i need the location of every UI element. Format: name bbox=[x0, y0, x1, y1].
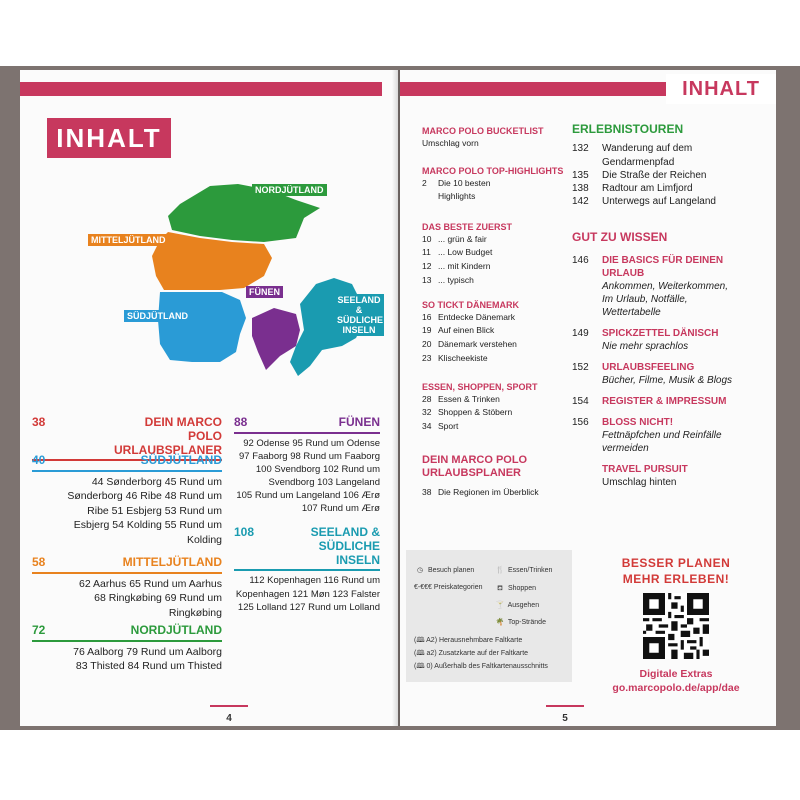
section-essen-shoppen-sport bbox=[422, 382, 572, 434]
toc-row bbox=[572, 142, 768, 155]
entry-sub: Umschlag hinten bbox=[602, 477, 677, 489]
section-number: 88 bbox=[234, 415, 248, 429]
entry-travel-pursuit bbox=[572, 463, 768, 489]
legend-text: Besuch planen bbox=[427, 567, 475, 574]
entry-title: SPICKZETTEL DÄNISCH bbox=[602, 328, 719, 340]
section-number: 58 bbox=[32, 555, 46, 569]
overview-mitteljuetland bbox=[32, 556, 222, 620]
entry-urlaubsfeeling bbox=[572, 361, 768, 387]
legend-note: (🕮 0) Außerhalb des Faltkartenausschnitts bbox=[414, 663, 548, 670]
section-number: 108 bbox=[234, 525, 255, 539]
toc-num: 20 bbox=[422, 338, 432, 349]
toc-row bbox=[422, 393, 572, 407]
promo-line: MEHR ERLEBEN! bbox=[622, 571, 730, 586]
entry-sub: Fettnäpfchen und Reinfälle bbox=[602, 430, 722, 442]
overview-line: Svendborg 103 Langeland bbox=[268, 477, 380, 489]
label-seeland: SEELAND & SÜDLICHE INSELN bbox=[334, 294, 384, 336]
section-title: URLAUBSPLANER bbox=[422, 467, 521, 480]
toc-text: Unterwegs auf Langeland bbox=[602, 196, 716, 208]
toc-num: 138 bbox=[572, 182, 589, 194]
toc-num: 149 bbox=[572, 328, 589, 340]
entry-sub: vermeiden bbox=[602, 443, 649, 455]
overview-line: Ringkøbing bbox=[168, 606, 222, 619]
overview-line: 105 Rund um Langeland 106 Ærø bbox=[236, 490, 380, 502]
legend-besuch bbox=[414, 566, 474, 574]
toc-text: Dänemark verstehen bbox=[438, 338, 517, 349]
entry-body bbox=[602, 395, 768, 408]
toc-row bbox=[572, 182, 768, 195]
overview-line: 44 Sønderborg 45 Rund um bbox=[91, 475, 222, 488]
entry-body bbox=[602, 254, 768, 319]
overview-fuenen bbox=[234, 416, 380, 515]
toc-text: ... typisch bbox=[438, 274, 474, 285]
section-title: DEIN MARCO POLO bbox=[422, 454, 528, 466]
overview-line: 112 Kopenhagen 116 Rund um bbox=[249, 575, 380, 587]
toc-row bbox=[422, 260, 572, 274]
toc-num: 11 bbox=[422, 247, 431, 258]
legend-text: Top-Strände bbox=[507, 619, 546, 626]
toc-num: 12 bbox=[422, 260, 432, 271]
toc-text: Essen & Trinken bbox=[438, 393, 500, 404]
toc-num: 16 bbox=[422, 311, 432, 322]
toc-text: Die Regionen im Überblick bbox=[438, 487, 539, 498]
legend-essen bbox=[494, 566, 552, 574]
toc-num: 156 bbox=[572, 417, 589, 429]
cocktail-glass-icon: 🍸 bbox=[495, 602, 505, 609]
symbol-legend bbox=[406, 550, 572, 682]
toc-row bbox=[422, 406, 572, 420]
section-name: NORDJÜTLAND bbox=[130, 623, 222, 637]
overview-nordjuetland-head bbox=[32, 624, 222, 642]
toc-num: 28 bbox=[422, 393, 432, 404]
legend-text: Essen/Trinken bbox=[507, 567, 553, 574]
toc-text: Sport bbox=[438, 420, 459, 431]
section-name: FÜNEN bbox=[338, 415, 380, 429]
overview-line: Kopenhagen 121 Møn 123 Falster bbox=[235, 588, 380, 600]
toc-text: Die Straße der Reichen bbox=[602, 169, 707, 181]
denmark-region-map bbox=[60, 180, 384, 400]
page-number-left: 4 bbox=[204, 705, 254, 724]
toc-num: 135 bbox=[572, 169, 589, 181]
toc-row bbox=[422, 352, 572, 366]
section-top-highlights bbox=[422, 166, 572, 204]
toc-num: 32 bbox=[422, 407, 432, 418]
section-number: 72 bbox=[32, 623, 46, 637]
toc-num: 132 bbox=[572, 143, 589, 155]
entry-title: REGISTER & IMPRESSUM bbox=[602, 396, 727, 408]
toc-text: ... Low Budget bbox=[438, 247, 493, 258]
overview-seeland-head bbox=[234, 526, 380, 571]
entry-sub: Nie mehr sprachlos bbox=[602, 341, 689, 353]
left-page bbox=[20, 70, 398, 726]
legend-symbol: €-€€€ bbox=[414, 584, 432, 591]
legend-straende bbox=[494, 618, 546, 626]
fork-knife-icon: 🍴 bbox=[495, 567, 505, 574]
legend-ausgehen bbox=[494, 601, 539, 609]
legend-text: Shoppen bbox=[507, 585, 536, 592]
toc-num: 19 bbox=[422, 325, 432, 336]
entry-title: TRAVEL PURSUIT bbox=[602, 464, 688, 476]
section-gut-zu-wissen bbox=[572, 230, 768, 489]
toc-row bbox=[572, 169, 768, 182]
right-page bbox=[400, 70, 776, 726]
toc-num: 154 bbox=[572, 396, 589, 408]
toc-num: 10 bbox=[422, 233, 432, 244]
overview-nordjuetland bbox=[32, 624, 222, 674]
overview-seeland bbox=[234, 526, 380, 614]
toc-num: 2 bbox=[422, 177, 427, 188]
top-red-bar bbox=[20, 82, 382, 96]
section-das-beste bbox=[422, 222, 572, 287]
toc-row bbox=[422, 190, 572, 204]
overview-line: 83 Thisted 84 Rund um Thisted bbox=[75, 660, 222, 673]
promo-digital: Digitale Extras bbox=[639, 668, 713, 681]
toc-text: Klischeekiste bbox=[438, 352, 488, 363]
toc-num: 34 bbox=[422, 420, 432, 431]
section-name: DEIN MARCO POLO URLAUBSPLANER bbox=[114, 415, 222, 457]
section-so-tickt bbox=[422, 300, 572, 365]
page-number-right: 5 bbox=[540, 705, 590, 724]
erlebnistouren-list bbox=[572, 142, 768, 208]
toc-row bbox=[422, 486, 572, 500]
toc-row bbox=[572, 195, 768, 208]
toc-row bbox=[422, 324, 572, 338]
entry-sub: Im Urlaub, Notfälle, bbox=[602, 294, 688, 306]
palm-tree-icon: 🌴 bbox=[495, 619, 505, 626]
legend-note: (🕮 a2) Zusatzkarte auf der Faltkarte bbox=[414, 650, 529, 657]
section-name: MITTELJÜTLAND bbox=[122, 555, 222, 569]
overview-line: Sønderborg 46 Ribe 48 Rund um bbox=[67, 490, 222, 503]
toc-text: ... mit Kindern bbox=[438, 260, 491, 271]
overview-mitteljuetland-head bbox=[32, 556, 222, 574]
toc-text: ... grün & fair bbox=[438, 233, 487, 244]
section-erlebnistouren bbox=[572, 122, 768, 208]
toc-num bbox=[422, 190, 438, 204]
qr-code-icon[interactable] bbox=[643, 593, 709, 659]
section-title: GUT ZU WISSEN bbox=[572, 230, 668, 244]
toc-text: Auf einen Blick bbox=[438, 325, 495, 336]
section-title: SO TICKT DÄNEMARK bbox=[422, 300, 519, 310]
section-title: MARCO POLO BUCKETLIST bbox=[422, 126, 544, 136]
overview-line: 76 Aalborg 79 Rund um Aalborg bbox=[73, 645, 222, 658]
map-svg bbox=[60, 180, 380, 400]
section-title: ERLEBNISTOUREN bbox=[572, 122, 684, 136]
toc-num: 146 bbox=[572, 255, 589, 267]
inhalt-tab: INHALT bbox=[666, 74, 776, 104]
toc-text: Die 10 besten bbox=[438, 177, 491, 188]
toc-row bbox=[422, 338, 572, 352]
entry-title: URLAUBSFEELING bbox=[602, 362, 695, 374]
section-title: DAS BESTE ZUERST bbox=[422, 222, 513, 232]
entry-register bbox=[572, 395, 768, 408]
overview-line: 107 Rund um Ærø bbox=[301, 503, 380, 515]
digital-extras-promo bbox=[588, 556, 764, 695]
shopping-basket-icon: ⛾ bbox=[497, 585, 503, 592]
legend-text: Ausgehen bbox=[507, 602, 540, 609]
section-title: MARCO POLO TOP-HIGHLIGHTS bbox=[422, 166, 564, 176]
overview-line: 100 Svendborg 102 Rund um bbox=[255, 464, 380, 476]
legend-shoppen bbox=[494, 584, 536, 593]
toc-num: 152 bbox=[572, 362, 589, 374]
entry-title: BLOSS NICHT! bbox=[602, 417, 674, 429]
inhalt-badge: INHALT bbox=[47, 118, 171, 158]
promo-line: BESSER PLANEN bbox=[621, 556, 731, 570]
toc-row bbox=[422, 420, 572, 434]
legend-preis bbox=[414, 584, 483, 591]
section-urlaubsplaner bbox=[422, 454, 572, 500]
toc-text: Entdecke Dänemark bbox=[438, 311, 516, 322]
toc-text: Gendarmenpfad bbox=[602, 156, 675, 168]
section-title: ESSEN, SHOPPEN, SPORT bbox=[422, 382, 538, 392]
section-sub: Umschlag vorn bbox=[422, 137, 479, 148]
toc-num: 142 bbox=[572, 196, 589, 208]
section-name: SEELAND & SÜDLICHE INSELN bbox=[310, 525, 380, 567]
overview-fuenen-head bbox=[234, 416, 380, 434]
section-number: 38 bbox=[32, 415, 46, 429]
entry-sub: Ankommen, Weiterkommen, bbox=[602, 281, 728, 293]
label-nordjuetland: NORDJÜTLAND bbox=[252, 184, 327, 196]
entry-sub: Bücher, Filme, Musik & Blogs bbox=[602, 375, 733, 387]
section-number: 40 bbox=[32, 453, 46, 467]
entry-basics bbox=[572, 254, 768, 319]
overview-suedjuetland bbox=[32, 454, 222, 547]
label-suedjuetland: SÜDJÜTLAND bbox=[124, 310, 191, 322]
entry-spickzettel bbox=[572, 327, 768, 353]
toc-num: 38 bbox=[422, 487, 432, 498]
overview-line: Ribe 51 Esbjerg 53 Rund um bbox=[87, 504, 222, 517]
section-name: SÜDJÜTLAND bbox=[140, 453, 222, 467]
entry-body bbox=[602, 361, 768, 387]
toc-row bbox=[422, 246, 572, 260]
entry-title: URLAUB bbox=[602, 268, 645, 280]
overview-line: Esbjerg 54 Kolding 55 Rund um bbox=[73, 519, 222, 532]
toc-row bbox=[422, 311, 572, 325]
entry-body bbox=[602, 463, 768, 489]
overview-line: 92 Odense 95 Rund um Odense bbox=[243, 437, 380, 449]
toc-num: 13 bbox=[422, 274, 432, 285]
overview-line: 125 Lolland 127 Rund um Lolland bbox=[237, 601, 380, 613]
overview-line: 68 Ringkøbing 69 Rund um bbox=[94, 592, 222, 605]
label-fuenen: FÜNEN bbox=[246, 286, 283, 298]
overview-line: 97 Faaborg 98 Rund um Faaborg bbox=[238, 450, 380, 462]
toc-text: Radtour am Limfjord bbox=[602, 182, 693, 194]
clock-icon: ◷ bbox=[416, 567, 424, 574]
region-suedjuetland bbox=[158, 292, 246, 362]
legend-note: (🕮 A2) Herausnehmbare Faltkarte bbox=[414, 637, 523, 644]
promo-url[interactable]: go.marcopolo.de/app/dae bbox=[612, 681, 740, 694]
entry-body bbox=[602, 327, 768, 353]
toc-text: Shoppen & Stöbern bbox=[438, 407, 513, 418]
overview-line: 62 Aarhus 65 Rund um Aarhus bbox=[78, 577, 222, 590]
entry-sub: Wettertabelle bbox=[602, 307, 661, 319]
overview-line: Kolding bbox=[186, 533, 222, 546]
entry-bloss-nicht bbox=[572, 416, 768, 455]
toc-num: 23 bbox=[422, 352, 432, 363]
entry-body bbox=[602, 416, 768, 455]
toc-row bbox=[422, 177, 572, 191]
toc-text: Highlights bbox=[438, 191, 476, 202]
toc-row bbox=[572, 156, 768, 169]
overview-suedjuetland-head bbox=[32, 454, 222, 472]
toc-text: Wanderung auf dem bbox=[602, 143, 693, 155]
toc-row bbox=[422, 233, 572, 247]
legend-text: Preiskategorien bbox=[433, 584, 483, 591]
entry-title: DIE BASICS FÜR DEINEN bbox=[602, 255, 724, 267]
label-mitteljuetland: MITTELJÜTLAND bbox=[88, 234, 169, 246]
toc-num bbox=[572, 156, 602, 169]
section-bucketlist bbox=[422, 126, 572, 150]
toc-row bbox=[422, 274, 572, 288]
